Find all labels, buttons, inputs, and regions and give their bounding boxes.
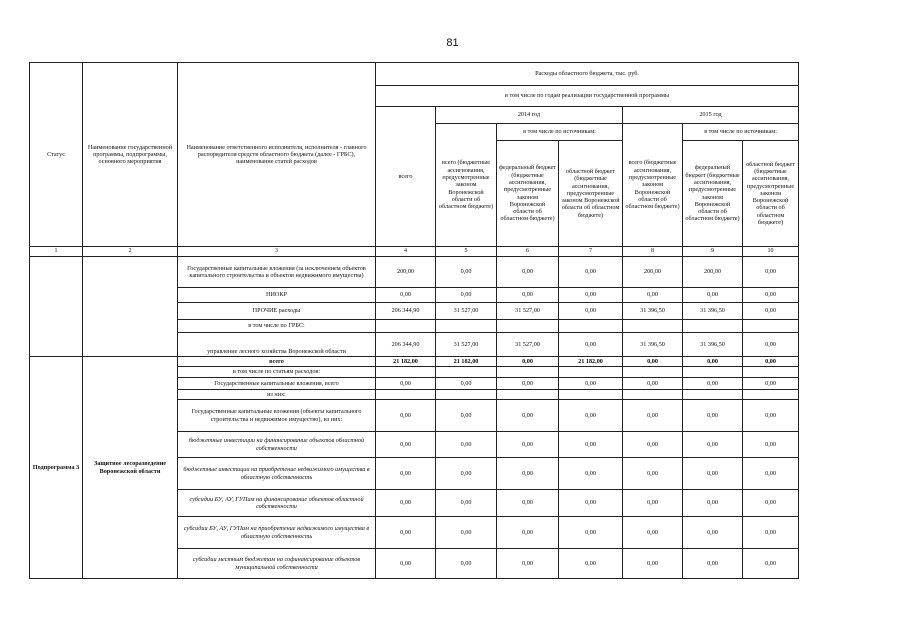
row-label: Государственные капитальные вложения (объекты капитального строительства и недвижимое имущество), из них:	[178, 400, 376, 432]
value-cell: 0,00	[743, 288, 799, 303]
value-cell: 0,00	[376, 549, 436, 579]
value-cell	[743, 320, 799, 333]
value-cell: 0,00	[497, 432, 559, 458]
value-cell: 21 182,00	[376, 357, 436, 367]
value-cell: 31 527,00	[436, 333, 497, 357]
header-by-years: в том числе по годам реализации государственной программы	[376, 86, 799, 107]
header-year-2015: 2015 год	[623, 107, 799, 124]
page-number: 81	[446, 37, 459, 49]
value-cell: 0,00	[497, 377, 559, 389]
value-cell: 31 527,00	[497, 333, 559, 357]
value-cell: 21 182,00	[559, 357, 623, 367]
value-cell: 0,00	[743, 458, 799, 490]
row-label: из них:	[178, 389, 376, 399]
value-cell: 0,00	[683, 400, 743, 432]
name-cell-empty	[83, 257, 178, 357]
value-cell: 0,00	[376, 517, 436, 549]
header-regional-2014: областной бюджет (бюджетные ассигнования, предусмотренные законом Воронежской области об областном бюджете)	[559, 141, 623, 247]
value-cell: 0,00	[623, 458, 683, 490]
subprogram-name: Защитное лесоразведение Воронежской области	[83, 357, 178, 579]
table-row	[30, 357, 799, 367]
column-index-row	[30, 247, 799, 257]
value-cell	[497, 389, 559, 399]
value-cell: 0,00	[743, 549, 799, 579]
value-cell: 0,00	[559, 458, 623, 490]
value-cell: 0,00	[436, 288, 497, 303]
value-cell: 0,00	[743, 432, 799, 458]
col-index: 9	[683, 247, 743, 257]
value-cell	[376, 367, 436, 377]
value-cell: 0,00	[497, 490, 559, 517]
value-cell: 0,00	[683, 490, 743, 517]
value-cell: 0,00	[623, 549, 683, 579]
value-cell: 0,00	[743, 303, 799, 320]
value-cell	[623, 320, 683, 333]
value-cell: 0,00	[559, 288, 623, 303]
row-label: ПРОЧИЕ расходы	[178, 303, 376, 320]
header-year-2014: 2014 год	[436, 107, 623, 124]
value-cell: 0,00	[743, 357, 799, 367]
row-label: бюджетные инвестиции на финансирование объектов областной собственности	[178, 432, 376, 458]
value-cell	[743, 367, 799, 377]
row-label: управление лесного хозяйства Воронежской области	[178, 333, 376, 357]
value-cell: 31 396,50	[683, 333, 743, 357]
value-cell: 0,00	[436, 490, 497, 517]
value-cell: 0,00	[683, 458, 743, 490]
value-cell	[436, 367, 497, 377]
value-cell: 0,00	[376, 400, 436, 432]
value-cell	[559, 389, 623, 399]
value-cell: 0,00	[683, 377, 743, 389]
value-cell: 0,00	[497, 458, 559, 490]
value-cell: 206 344,90	[376, 333, 436, 357]
col-index: 10	[743, 247, 799, 257]
value-cell: 0,00	[623, 490, 683, 517]
header-regional-2015: областной бюджет (бюджетные ассигнования, предусмотренные законом Воронежской области об областном бюджете)	[743, 141, 799, 247]
value-cell: 0,00	[497, 517, 559, 549]
header-col-total: всего	[376, 107, 436, 247]
value-cell: 0,00	[743, 490, 799, 517]
value-cell	[497, 367, 559, 377]
col-index: 4	[376, 247, 436, 257]
row-label: субсидии местным бюджетам на софинансирование объектов муниципальной собственности	[178, 549, 376, 579]
value-cell: 0,00	[743, 257, 799, 288]
value-cell: 0,00	[497, 549, 559, 579]
value-cell: 0,00	[623, 432, 683, 458]
value-cell	[559, 320, 623, 333]
value-cell	[376, 389, 436, 399]
value-cell: 21 182,00	[436, 357, 497, 367]
budget-table	[29, 62, 799, 579]
value-cell: 0,00	[497, 257, 559, 288]
value-cell: 31 396,50	[623, 333, 683, 357]
value-cell: 0,00	[376, 432, 436, 458]
header-by-sources-2014: в том числе по источникам:	[497, 124, 623, 141]
subprogram-status: Подпрограмма 3	[30, 357, 83, 579]
value-cell: 0,00	[376, 377, 436, 389]
value-cell: 0,00	[559, 303, 623, 320]
value-cell: 31 396,50	[623, 303, 683, 320]
value-cell: 0,00	[623, 377, 683, 389]
col-index: 3	[178, 247, 376, 257]
value-cell: 0,00	[743, 377, 799, 389]
value-cell: 0,00	[436, 377, 497, 389]
header-total-law-2015: всего (бюджетные ассигнования, предусмотренные законом Воронежской области об областном бюджете)	[623, 124, 683, 247]
value-cell: 0,00	[743, 400, 799, 432]
header-federal-2014: федеральный бюджет (бюджетные ассигнования, предусмотренные законом Воронежской области об областном бюджете)	[497, 141, 559, 247]
value-cell: 0,00	[436, 257, 497, 288]
value-cell: 0,00	[436, 517, 497, 549]
value-cell: 0,00	[559, 333, 623, 357]
col-index: 6	[497, 247, 559, 257]
value-cell: 206 344,90	[376, 303, 436, 320]
value-cell: 0,00	[436, 458, 497, 490]
value-cell: 0,00	[376, 458, 436, 490]
value-cell: 0,00	[683, 288, 743, 303]
value-cell: 200,00	[623, 257, 683, 288]
row-label: бюджетные инвестиции на приобретение недвижимого имущества в областную собственность	[178, 458, 376, 490]
value-cell: 0,00	[623, 357, 683, 367]
row-label: в том числе по статьям расходов:	[178, 367, 376, 377]
value-cell	[376, 320, 436, 333]
value-cell: 0,00	[559, 400, 623, 432]
row-label: субсидии БУ, АУ, ГУПам на приобретение недвижимого имущества в областную собственность	[178, 517, 376, 549]
value-cell	[683, 320, 743, 333]
value-cell: 0,00	[743, 333, 799, 357]
value-cell: 0,00	[436, 549, 497, 579]
value-cell: 0,00	[376, 288, 436, 303]
value-cell: 0,00	[683, 549, 743, 579]
value-cell	[743, 389, 799, 399]
header-federal-2015: федеральный бюджет (бюджетные ассигнования, предусмотренные законом Воронежской области об областном бюджете)	[683, 141, 743, 247]
col-index: 5	[436, 247, 497, 257]
value-cell: 0,00	[623, 400, 683, 432]
value-cell: 0,00	[623, 288, 683, 303]
row-label: НИОКР	[178, 288, 376, 303]
value-cell	[436, 389, 497, 399]
header-status: Статус	[30, 63, 83, 247]
value-cell: 0,00	[743, 517, 799, 549]
value-cell	[559, 367, 623, 377]
value-cell: 0,00	[376, 490, 436, 517]
col-index: 2	[83, 247, 178, 257]
value-cell: 0,00	[559, 490, 623, 517]
value-cell: 0,00	[683, 517, 743, 549]
value-cell: 31 396,50	[683, 303, 743, 320]
value-cell	[623, 389, 683, 399]
value-cell: 0,00	[497, 400, 559, 432]
value-cell: 0,00	[559, 377, 623, 389]
value-cell: 0,00	[436, 432, 497, 458]
row-label: Государственные капитальные вложения, всего	[178, 377, 376, 389]
value-cell: 0,00	[497, 288, 559, 303]
value-cell: 0,00	[623, 517, 683, 549]
header-executor: Наименование ответственного исполнителя, исполнителя - главного распорядителя средств областного бюджета (далее - ГРБС), наименование статей расходов	[178, 63, 376, 247]
row-label: Государственные капитальные вложения (за исключением объектов капитального строительства и объектов недвижимого имущества)	[178, 257, 376, 288]
header-total-law-2014: всего (бюджетные ассигнования, предусмотренные законом Воронежской области об областном бюджете)	[436, 124, 497, 247]
value-cell	[683, 367, 743, 377]
value-cell: 0,00	[559, 432, 623, 458]
row-label: всего	[178, 357, 376, 367]
value-cell: 0,00	[559, 257, 623, 288]
col-index: 8	[623, 247, 683, 257]
value-cell: 0,00	[559, 549, 623, 579]
value-cell: 0,00	[436, 400, 497, 432]
value-cell: 0,00	[497, 357, 559, 367]
value-cell: 31 527,00	[436, 303, 497, 320]
value-cell: 200,00	[683, 257, 743, 288]
value-cell: 0,00	[559, 517, 623, 549]
row-label: субсидии БУ, АУ, ГУПам на финансирование объектов областной собственности	[178, 490, 376, 517]
header-expenses: Расходы областного бюджета, тыс. руб.	[376, 63, 799, 86]
header-by-sources-2015: в том числе по источникам:	[683, 124, 799, 141]
col-index: 1	[30, 247, 83, 257]
value-cell	[623, 367, 683, 377]
value-cell: 0,00	[683, 357, 743, 367]
value-cell	[497, 320, 559, 333]
status-cell-empty	[30, 257, 83, 357]
row-label: в том числе по ГРБС:	[178, 320, 376, 333]
value-cell: 0,00	[683, 432, 743, 458]
header-program-name: Наименование государственной программы, подпрограммы, основного мероприятия	[83, 63, 178, 247]
value-cell	[683, 389, 743, 399]
table-row	[30, 257, 799, 288]
value-cell: 31 527,00	[497, 303, 559, 320]
col-index: 7	[559, 247, 623, 257]
value-cell	[436, 320, 497, 333]
value-cell: 200,00	[376, 257, 436, 288]
